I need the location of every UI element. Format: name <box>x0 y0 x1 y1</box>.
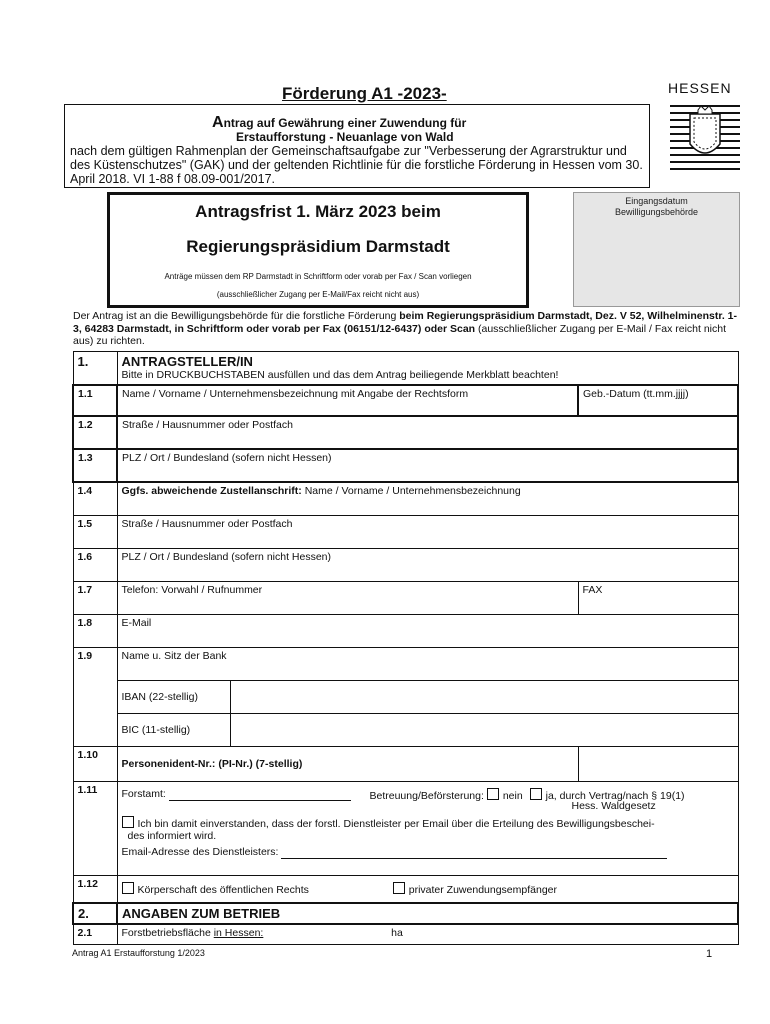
intro-heading-rest: ntrag auf Gewährung einer Zuwendung für <box>223 116 467 130</box>
row-number: 1.12 <box>73 875 117 903</box>
row-number: 2.1 <box>73 924 117 944</box>
table-row <box>73 746 738 781</box>
birthdate-field[interactable] <box>578 385 738 416</box>
table-row <box>73 449 738 482</box>
hessen-logo-text: HESSEN <box>668 80 732 96</box>
name-field[interactable] <box>117 385 578 416</box>
notice-part2: (ausschließlicher Zugang per E-Mail / Fax reicht nicht aus) zu richten. <box>73 322 727 347</box>
fax-field[interactable] <box>578 581 738 614</box>
section1-subtitle: Bitte in DRUCKBUCHSTABEN ausfüllen und das dem Antrag beiliegende Merkblatt beachten! <box>121 369 559 381</box>
table-row <box>73 781 738 875</box>
nein-label: nein <box>502 789 523 802</box>
alt-address-name-field[interactable] <box>117 482 738 515</box>
street-label: Straße / Hausnummer oder Postfach <box>122 419 293 431</box>
birthdate-label: Geb.-Datum (tt.mm.jjjj) <box>583 388 689 400</box>
intro-subheading: Erstaufforstung - Neuanlage von Wald <box>236 130 454 144</box>
alt-street-label: Straße / Hausnummer oder Postfach <box>121 517 293 530</box>
table-row <box>73 515 738 548</box>
forest-area-label: Forstbetriebsfläche <box>121 927 214 939</box>
pi-number-label: Personenident-Nr.: (PI-Nr.) (7-stellig) <box>117 746 578 781</box>
name-label: Name / Vorname / Unternehmensbezeichnung mit Angabe der Rechtsform <box>122 388 469 400</box>
consent-checkbox[interactable] <box>122 816 134 828</box>
intro-paragraph: nach dem gültigen Rahmenplan der Gemeinschaftsaufgabe zur "Verbesserung der Agrarstruktur und des Küstenschutzes" (GAK) und der geltenden Richtlinie für die forstliche Förderung in Hessen vom 30. April 2018. VI 1-88 f 08.09-001/2017. <box>70 144 643 186</box>
table-row <box>73 614 738 647</box>
phone-label: Telefon: Vorwahl / Rufnummer <box>121 583 263 596</box>
table-row <box>73 416 738 449</box>
row-number: 1.1 <box>73 385 117 416</box>
row-number: 1.7 <box>73 581 117 614</box>
iban-input[interactable] <box>230 680 738 713</box>
table-row <box>73 875 738 903</box>
deadline-note2: (ausschließlicher Zugang per E-Mail/Fax reicht nicht aus) <box>216 290 420 299</box>
table-row <box>73 647 738 680</box>
section1-title: ANTRAGSTELLER/IN <box>121 354 253 369</box>
pi-number-input[interactable] <box>578 746 738 781</box>
footer-form-id: Antrag A1 Erstaufforstung 1/2023 <box>72 948 205 958</box>
intro-initial: A <box>212 114 224 131</box>
deadline-note1: Anträge müssen dem RP Darmstadt in Schriftform oder vorab per Fax / Scan vorliegen <box>164 272 472 281</box>
alt-address-label: Name / Vorname / Unternehmensbezeichnung <box>301 485 521 497</box>
ja-label-line2: Hess. Waldgesetz <box>571 799 656 812</box>
forstamt-label: Forstamt: <box>121 787 166 800</box>
alt-street-field[interactable] <box>117 515 738 548</box>
private-recipient-label: privater Zuwendungsempfänger <box>408 883 558 896</box>
submission-notice <box>73 310 743 348</box>
row-number: 1.6 <box>73 548 117 581</box>
public-body-checkbox[interactable] <box>122 882 134 894</box>
ja-label: ja, durch Vertrag/nach § 19(1) <box>545 789 685 802</box>
city-label: PLZ / Ort / Bundesland (sofern nicht Hessen) <box>122 452 332 464</box>
deadline-line2: Regierungspräsidium Darmstadt <box>186 237 450 256</box>
forest-area-unit: ha <box>391 927 403 939</box>
provider-email-input[interactable] <box>281 846 667 859</box>
ja-checkbox[interactable] <box>530 788 542 800</box>
city-field[interactable] <box>117 449 738 482</box>
public-body-label: Körperschaft des öffentlichen Rechts <box>137 883 309 896</box>
provider-email-label: Email-Adresse des Dienstleisters: <box>121 845 279 858</box>
email-field[interactable] <box>117 614 738 647</box>
section2-header-row <box>73 903 738 924</box>
deadline-line1: Antragsfrist 1. März 2023 beim <box>195 202 441 221</box>
alt-city-field[interactable] <box>117 548 738 581</box>
forstamt-block <box>117 781 738 875</box>
nein-checkbox[interactable] <box>487 788 499 800</box>
iban-label: IBAN (22-stellig) <box>117 680 230 713</box>
row-number: 1.5 <box>73 515 117 548</box>
alt-address-label-bold: Ggfs. abweichende Zustellanschrift: <box>121 485 302 497</box>
row-number: 1.9 <box>73 647 117 746</box>
table-row <box>73 924 738 944</box>
fax-label: FAX <box>582 583 603 596</box>
betreuung-label: Betreuung/Beförsterung: <box>369 789 484 802</box>
street-field[interactable] <box>117 416 738 449</box>
application-form-table <box>72 351 739 945</box>
notice-bold: beim Regierungspräsidium Darmstadt, Dez. V 52, Wilhelminenstr. 1-3, 64283 Darmstadt, in Schriftform oder vorab per Fax (06151/12-6437) oder Scan <box>73 310 738 335</box>
section2-number: 2. <box>78 906 89 921</box>
table-row <box>73 713 738 746</box>
table-row <box>73 581 738 614</box>
bank-name-field[interactable] <box>117 647 738 680</box>
receipt-date-label: Eingangsdatum <box>625 196 688 206</box>
alt-city-label: PLZ / Ort / Bundesland (sofern nicht Hessen) <box>121 550 332 563</box>
bic-label: BIC (11-stellig) <box>117 713 230 746</box>
table-row <box>73 548 738 581</box>
page-number: 1 <box>706 948 713 960</box>
section2-title: ANGABEN ZUM BETRIEB <box>122 906 281 921</box>
row-number: 1.2 <box>73 416 117 449</box>
receipt-date-field[interactable] <box>573 192 740 307</box>
row-number: 1.4 <box>73 482 117 515</box>
consent-text: Ich bin damit einverstanden, dass der forstl. Dienstleister per Email über die Erteilung des Bewilligungsbeschei- <box>137 817 655 830</box>
forest-area-label-underlined: in Hessen: <box>213 927 264 939</box>
hessen-coat-of-arms-icon <box>670 102 740 172</box>
table-row <box>73 385 738 416</box>
row-number: 1.3 <box>73 449 117 482</box>
bank-name-label: Name u. Sitz der Bank <box>121 649 227 662</box>
section1-header-row <box>73 352 738 386</box>
row-number: 1.10 <box>73 746 117 781</box>
forest-area-field[interactable] <box>117 924 738 944</box>
row-number: 1.8 <box>73 614 117 647</box>
consent-text-line2: des informiert wird. <box>127 829 217 842</box>
authority-label: Bewilligungsbehörde <box>614 207 699 217</box>
page-title: Förderung A1 -2023- <box>282 84 447 103</box>
private-recipient-checkbox[interactable] <box>393 882 405 894</box>
phone-field[interactable] <box>117 581 578 614</box>
bic-input[interactable] <box>230 713 738 746</box>
section1-number: 1. <box>77 354 89 369</box>
email-label: E-Mail <box>121 616 152 629</box>
table-row <box>73 680 738 713</box>
row-number: 1.11 <box>73 781 117 875</box>
table-row <box>73 482 738 515</box>
notice-part1: Der Antrag ist an die Bewilligungsbehörde für die forstliche Förderung <box>73 310 400 322</box>
forstamt-input[interactable] <box>169 788 351 801</box>
